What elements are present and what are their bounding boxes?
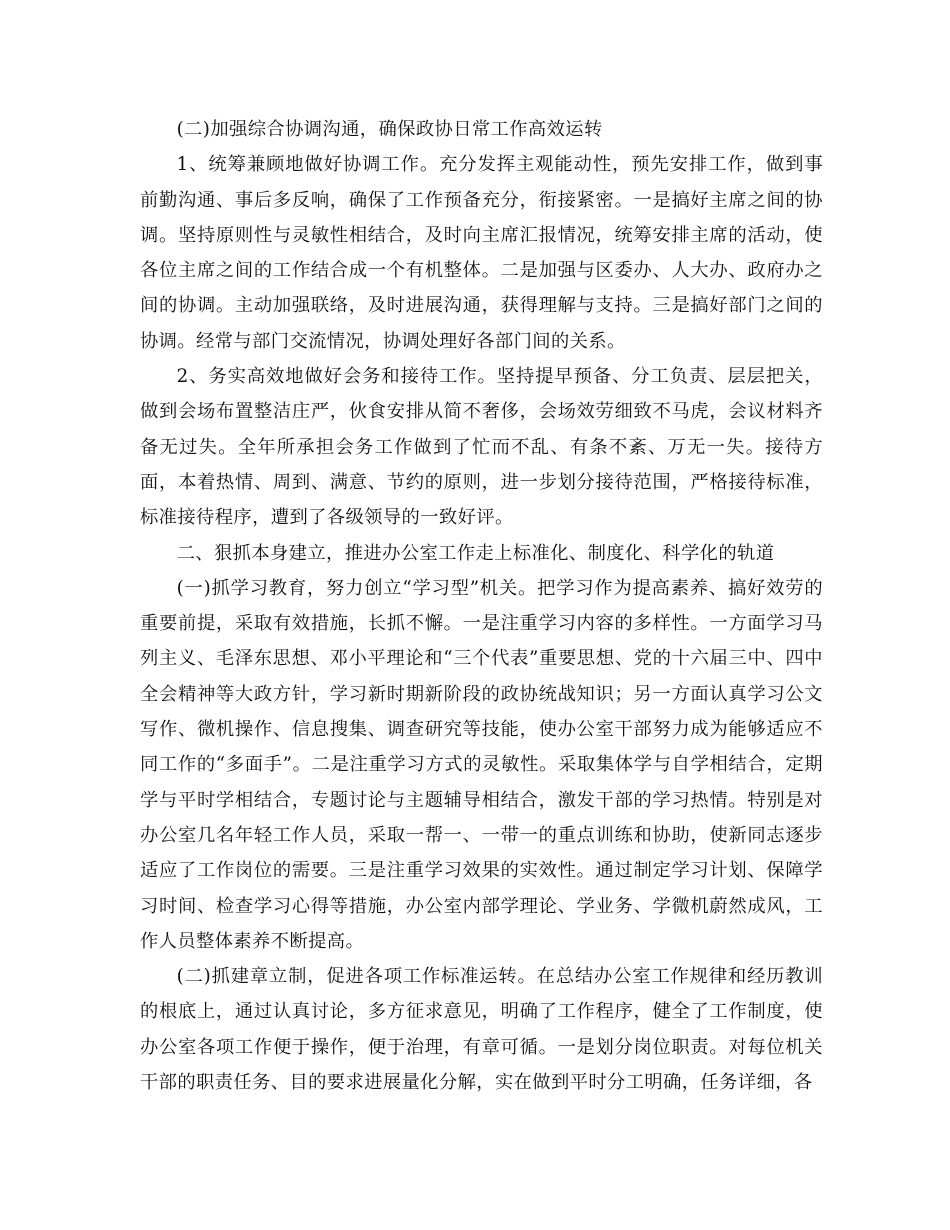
document-body	[140, 112, 823, 1100]
paragraph-coordination-work: 1、统筹兼顾地做好协调工作。充分发挥主观能动性，预先安排工作，做到事前勤沟通、事后多反响，确保了工作预备充分，衔接紧密。一是搞好主席之间的协调。坚持原则性与灵敏性相结合，及时向主席汇报情况，统筹安排主席的活动，使各位主席之间的工作结合成一个有机整体。二是加强与区委办、人大办、政府办之间的协调。主动加强联络，及时进展沟通，获得理解与支持。三是搞好部门之间的协调。经常与部门交流情况，协调处理好各部门间的关系。	[140, 154, 823, 352]
paragraph-conference-reception: 2、务实高效地做好会务和接待工作。坚持提早预备、分工负责、层层把关，做到会场布置整洁庄严，伙食安排从简不奢侈，会场效劳细致不马虎，会议材料齐备无过失。全年所承担会务工作做到了忙而不乱、有条不紊、万无一失。接待方面，本着热情、周到、满意、节约的原则，进一步划分接待范围，严格接待标准，标准接待程序，遭到了各级领导的一致好评。	[140, 366, 823, 529]
section-heading-self-building: 二、狠抓本身建立，推进办公室工作走上标准化、制度化、科学化的轨道	[176, 542, 775, 564]
section-heading-coordination: (二)加强综合协调沟通，确保政协日常工作高效运转	[176, 119, 603, 140]
paragraph-learning-education: (一)抓学习教育，努力创立“学习型”机关。把学习作为提高素养、搞好效劳的重要前提，采取有效措施，长抓不懈。一是注重学习内容的多样性。一方面学习马列主义、毛泽东思想、邓小平理论和“三个代表”重要思想、党的十六届三中、四中全会精神等大政方针，学习新时期新阶段的政协统战知识；另一方面认真学习公文写作、微机操作、信息搜集、调查研究等技能，使办公室干部努力成为能够适应不同工作的“多面手”。二是注重学习方式的灵敏性。采取集体学与自学相结合，定期学与平时学相结合，专题讨论与主题辅导相结合，激发干部的学习热情。特别是对办公室几名年轻工作人员，采取一帮一、一带一的重点训练和协助，使新同志逐步适应了工作岗位的需要。三是注重学习效果的实效性。通过制定学习计划、保障学习时间、检查学习心得等措施，办公室内部学理论、学业务、学微机蔚然成风，工作人员整体素养不断提高。	[140, 577, 823, 952]
paragraph-rules-system: (二)抓建章立制，促进各项工作标准运转。在总结办公室工作规律和经历教训的根底上，通过认真讨论，多方征求意见，明确了工作程序，健全了工作制度，使办公室各项工作便于操作，便于治理，有章可循。一是划分岗位职责。对每位机关干部的职责任务、目的要求进展量化分解，实在做到平时分工明确，任务详细，各	[140, 966, 823, 1094]
